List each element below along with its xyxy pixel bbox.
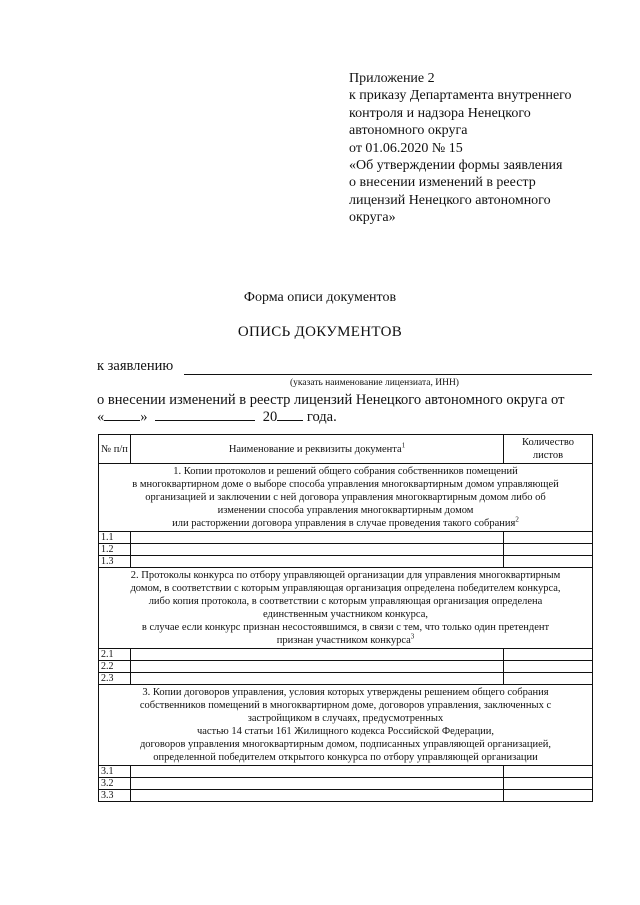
table-header [99,435,593,464]
row-sheet-count[interactable] [504,790,593,802]
footnote-mark: 3 [410,632,415,641]
row-document-name[interactable] [131,766,504,778]
header-name: Наименование и реквизиты документа$^1$ [131,435,504,464]
row-document-name[interactable] [131,661,504,673]
section-line: определенной победителем открытого конкурса по отбору управляющей организации [153,752,538,763]
section-line: 1. Копии протоколов и решений общего собрания собственников помещений [173,466,518,477]
header-num: № п/п [99,435,131,464]
section-line: договоров управления многоквартирным домом, подписанных управляющей организацией, [139,739,552,750]
section-row [99,568,593,649]
date-line [97,408,337,426]
year-prefix: 20 [262,409,278,425]
row-number: 1.2 [99,544,131,556]
section-line: в многоквартирном доме о выборе способа управления многоквартирным домом управляющей [132,479,559,490]
row-sheet-count[interactable] [504,556,593,568]
documents-table [98,434,593,802]
section-row [99,685,593,766]
table-row [99,673,593,685]
day-blank [104,408,140,421]
row-document-name[interactable] [131,790,504,802]
row-number: 2.3 [99,673,131,685]
appendix-line: автономного округа [349,123,468,139]
row-number: 2.2 [99,661,131,673]
appendix-line: контроля и надзора Ненецкого [349,105,531,121]
appendix-line: к приказу Департамента внутреннего [349,88,572,104]
table-body [99,464,593,802]
appendix-block [349,70,609,227]
section-line: или расторжении договора управления в случае проведения такого собрания$^2$ [172,515,519,529]
table-row [99,661,593,673]
table-row [99,649,593,661]
section-line: единственным участником конкурса, [262,609,428,620]
row-number: 3.1 [99,766,131,778]
row-sheet-count[interactable] [504,532,593,544]
row-number: 2.1 [99,649,131,661]
application-prefix: к заявлению [97,358,174,374]
section-line: частью 14 статьи 161 Жилищного кодекса Российской Федерации, [196,726,495,737]
appendix-line: Приложение 2 [349,71,435,86]
section-line: 2. Протоколы конкурса по отбору управляющей организации для управления многоквартирным [130,570,561,581]
table-row [99,532,593,544]
row-sheet-count[interactable] [504,778,593,790]
table-row [99,556,593,568]
section-row [99,464,593,532]
page-title: ОПИСЬ ДОКУМЕНТОВ [237,324,403,340]
row-number: 1.1 [99,532,131,544]
appendix-line: «Об утверждении формы заявления [349,158,563,174]
section-title [99,464,593,532]
date-open-quote: « [97,409,105,425]
row-sheet-count[interactable] [504,544,593,556]
section-line: в случае если конкурс признан несостоявшимся, в связи с тем, что только один претендент [141,622,550,633]
table-row [99,544,593,556]
form-title: Форма описи документов [243,290,397,305]
row-document-name[interactable] [131,649,504,661]
row-sheet-count[interactable] [504,649,593,661]
row-sheet-count[interactable] [504,661,593,673]
section-title [99,568,593,649]
table-row [99,790,593,802]
section-line: 3. Копии договоров управления, условия которых утверждены решением общего собрания [142,687,549,698]
table-row [99,766,593,778]
row-document-name[interactable] [131,556,504,568]
footnote-mark: 2 [515,515,519,524]
row-document-name[interactable] [131,778,504,790]
section-line: организацией и заключении с ней договора управления многоквартирным домом либо об [145,492,546,503]
date-close-quote: » [140,409,148,425]
appendix-line: от 01.06.2020 № 15 [349,140,463,156]
appendix-line: лицензий Ненецкого автономного [349,192,551,208]
row-sheet-count[interactable] [504,766,593,778]
year-blank [277,408,303,421]
appendix-line: округа» [349,210,396,226]
section-line: признан участником конкурса$^3$ [276,632,415,646]
month-blank [155,408,255,421]
section-title [99,685,593,766]
row-sheet-count[interactable] [504,673,593,685]
licensee-blank-line [184,374,592,375]
application-intro: о внесении изменений в реестр лицензий Ненецкого автономного округа от [97,392,565,408]
row-document-name[interactable] [131,532,504,544]
row-document-name[interactable] [131,673,504,685]
section-line: либо копия протокола, в соответствии с которым управляющая организация определена [148,596,543,607]
year-suffix: года. [306,409,337,425]
row-number: 3.2 [99,778,131,790]
header-sheets: Количество листов [504,435,593,464]
section-line: застройщиком в случаях, предусмотренных [247,713,444,724]
row-number: 1.3 [99,556,131,568]
row-document-name[interactable] [131,544,504,556]
appendix-line: о внесении изменений в реестр [349,175,536,191]
section-line: собственников помещений в многоквартирном доме, договоров управления, заключенных с [139,700,552,711]
table-row [99,778,593,790]
section-line: изменении способа управления многоквартирным домом [217,505,474,516]
section-line: домом, в соответствии с которым управляющая организация определена победителем конкурса, [130,583,561,594]
row-number: 3.3 [99,790,131,802]
licensee-hint: (указать наименование лицензиата, ИНН) [290,378,459,388]
